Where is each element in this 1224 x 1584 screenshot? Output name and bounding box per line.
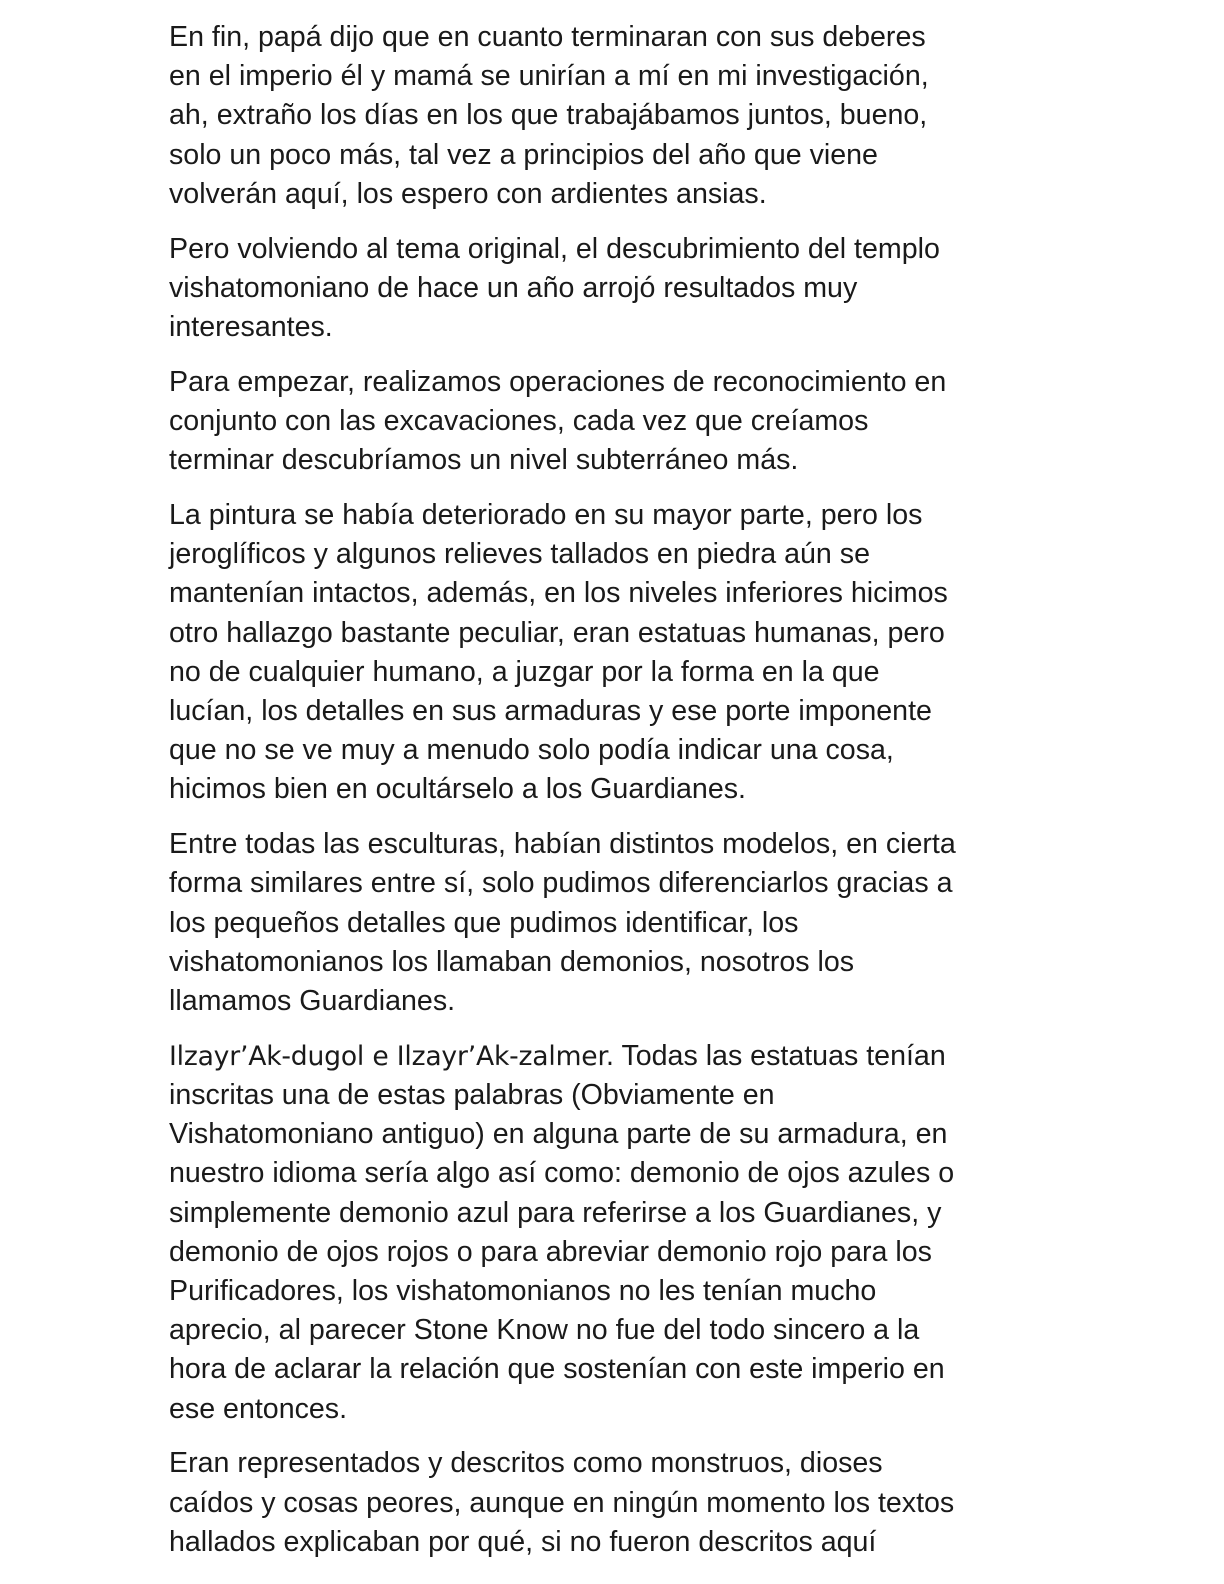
text-line: no de cualquier humano, a juzgar por la forma en la que xyxy=(169,655,880,688)
paragraph-6 xyxy=(169,1037,1049,1429)
text-line: los pequeños detalles que pudimos identificar, los xyxy=(169,906,799,939)
text-line: Purificadores, los vishatomonianos no les tenían mucho xyxy=(169,1275,877,1308)
text-line: llamamos Guardianes. xyxy=(169,985,456,1018)
text-line xyxy=(169,1037,1049,1076)
paragraph-1 xyxy=(169,18,1049,214)
text-line: Entre todas las esculturas, habían distintos modelos, en cierta xyxy=(169,828,956,861)
text-line: vishatomonianos los llamaban demonios, nosotros los xyxy=(169,945,855,978)
paragraph-4 xyxy=(169,496,1049,810)
text-line: hicimos bien en ocultárselo a los Guardianes. xyxy=(169,773,746,806)
paragraph-7 xyxy=(169,1444,1049,1562)
text-line: en el imperio él y mamá se unirían a mí en mi investigación, xyxy=(169,60,929,93)
text-line: nuestro idioma sería algo así como: demonio de ojos azules o xyxy=(169,1157,955,1190)
text-line: ah, extraño los días en los que trabajábamos juntos, bueno, xyxy=(169,99,928,132)
text-line: jeroglíficos y algunos relieves tallados en piedra aún se xyxy=(169,538,870,571)
text-line: mantenían intactos, además, en los niveles inferiores hicimos xyxy=(169,577,948,610)
text-line: solo un poco más, tal vez a principios del año que viene xyxy=(169,138,878,171)
text-line: terminar descubríamos un nivel subterráneo más. xyxy=(169,444,799,477)
text-line: Pero volviendo al tema original, el descubrimiento del templo xyxy=(169,232,940,265)
text-line: conjunto con las excavaciones, cada vez que creíamos xyxy=(169,405,869,438)
paragraph-2 xyxy=(169,230,1049,348)
paragraph-3 xyxy=(169,363,1049,481)
text-line: En fin, papá dijo que en cuanto terminaran con sus deberes xyxy=(169,21,926,53)
text-line: inscritas una de estas palabras (Obviamente en xyxy=(169,1079,775,1112)
text-line: Vishatomoniano antiguo) en alguna parte de su armadura, en xyxy=(169,1118,948,1151)
text-fragment: Todas las estatuas tenían xyxy=(614,1039,946,1072)
text-line: que no se ve muy a menudo solo podía indicar una cosa, xyxy=(169,734,894,767)
text-line: aprecio, al parecer Stone Know no fue del todo sincero a la xyxy=(169,1314,920,1347)
text-line: Eran representados y descritos como monstruos, dioses xyxy=(169,1447,883,1480)
text-line: vishatomoniano de hace un año arrojó resultados muy xyxy=(169,271,858,304)
text-line: lucían, los detalles en sus armaduras y ese porte imponente xyxy=(169,695,932,728)
text-line: otro hallazgo bastante peculiar, eran estatuas humanas, pero xyxy=(169,616,945,649)
document-page xyxy=(169,18,1049,1578)
text-line: demonio de ojos rojos o para abreviar demonio rojo para los xyxy=(169,1235,932,1268)
text-line: hallados explicaban por qué, si no fueron descritos aquí xyxy=(169,1525,877,1558)
text-line: hora de aclarar la relación que sostenían con este imperio en xyxy=(169,1353,945,1386)
text-line: La pintura se había deteriorado en su mayor parte, pero los xyxy=(169,499,923,532)
text-line: caídos y cosas peores, aunque en ningún momento los textos xyxy=(169,1486,955,1519)
text-line: interesantes. xyxy=(169,311,333,344)
text-line: forma similares entre sí, solo pudimos diferenciarlos gracias a xyxy=(169,867,953,900)
text-line: simplemente demonio azul para referirse a los Guardianes, y xyxy=(169,1196,942,1229)
inscription-names: Ilzayr’Ak-dugol e Ilzayr’Ak-zalmer. xyxy=(169,1040,615,1072)
text-line: ese entonces. xyxy=(169,1392,348,1425)
text-line: volverán aquí, los espero con ardientes ansias. xyxy=(169,177,767,210)
paragraph-5 xyxy=(169,825,1049,1021)
text-line: Para empezar, realizamos operaciones de reconocimiento en xyxy=(169,365,947,398)
